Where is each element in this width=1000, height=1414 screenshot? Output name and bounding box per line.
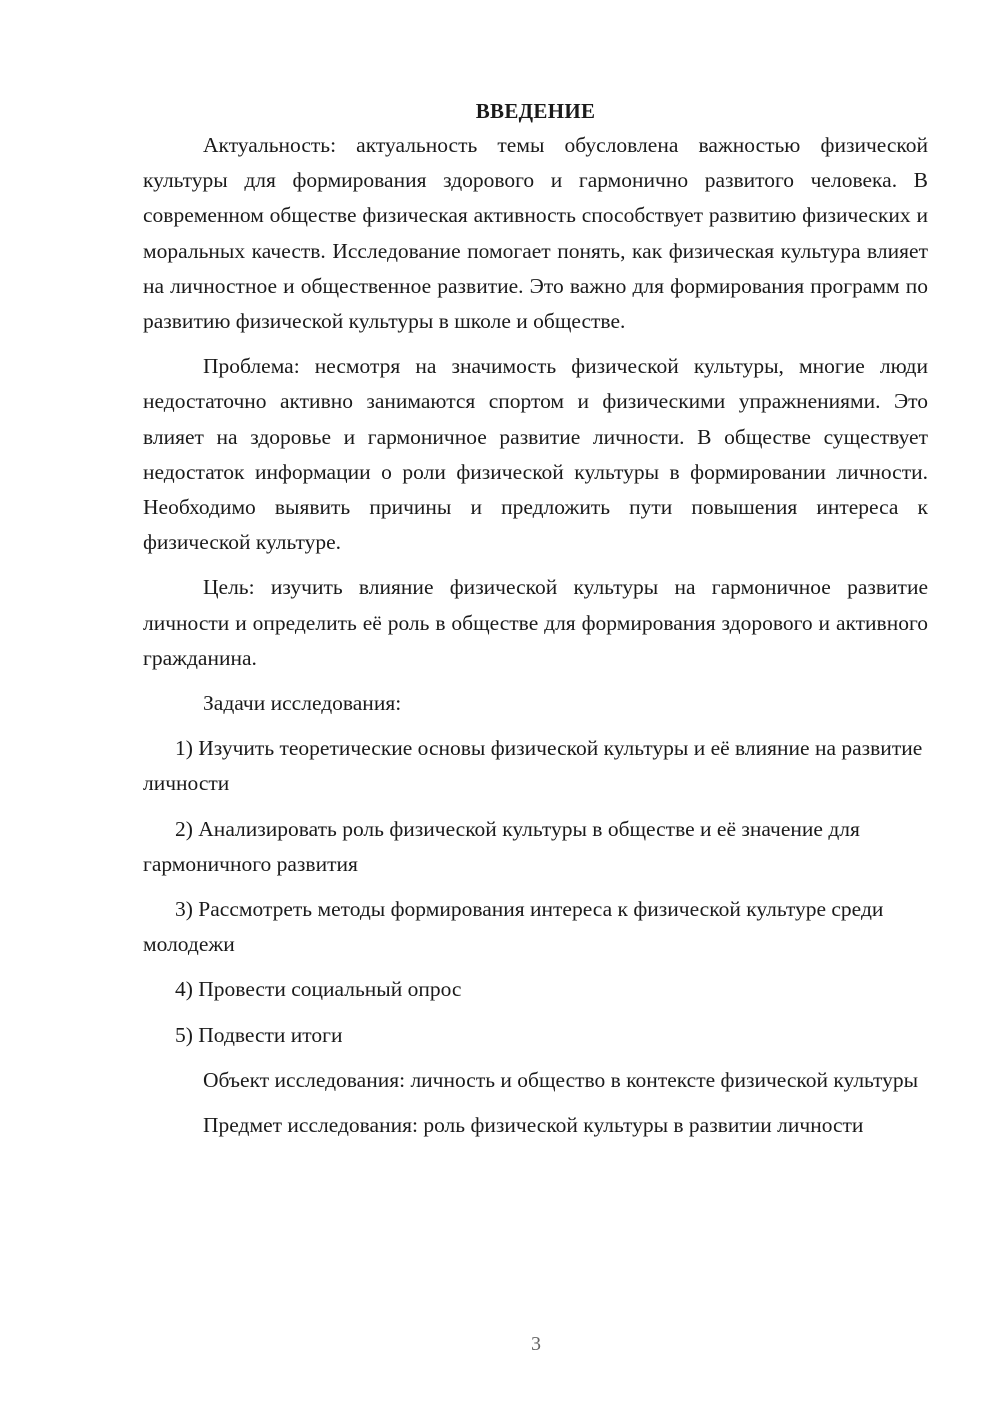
paragraph-problem: Проблема: несмотря на значимость физической культуры, многие люди недостаточно активно занимаются спортом и физическими упражнениями. Это влияет на здоровье и гармоничное развитие личности. В обществе существует недостаток информации о роли физической культуры в формировании личности. Необходимо выявить причины и предложить пути повышения интереса к физической культуре. <box>143 354 928 555</box>
page-number: 3 <box>531 1333 541 1355</box>
task-item-1: 1) Изучить теоретические основы физической культуры и её влияние на развитие личности <box>143 736 923 796</box>
tasks-title: Задачи исследования: <box>203 691 402 716</box>
document-page <box>143 96 928 1153</box>
paragraph-subject: Предмет исследования: роль физической культуры в развитии личности <box>203 1113 864 1138</box>
task-item-4: 4) Провести социальный опрос <box>175 977 462 1002</box>
task-item-5: 5) Подвести итоги <box>175 1022 343 1047</box>
paragraph-goal: Цель: изучить влияние физической культуры на гармоничное развитие личности и определить её роль в обществе для формирования здорового и активного гражданина. <box>143 575 928 670</box>
paragraph-object: Объект исследования: личность и общество в контексте физической культуры <box>203 1067 919 1092</box>
paragraph-relevance: Актуальность: актуальность темы обусловлена важностью физической культуры для формирования здорового и гармонично развитого человека. В современном обществе физическая активность способствует развитию физических и моральных качеств. Исследование помогает понять, как физическая культура влияет на личностное и общественное развитие. Это важно для формирования программ по развитию физической культуры в школе и обществе. <box>143 133 928 334</box>
section-heading: ВВЕДЕНИЕ <box>475 99 596 123</box>
task-item-3: 3) Рассмотреть методы формирования интереса к физической культуре среди молодежи <box>143 897 884 957</box>
task-item-2: 2) Анализировать роль физической культуры в обществе и её значение для гармоничного развития <box>143 816 860 876</box>
